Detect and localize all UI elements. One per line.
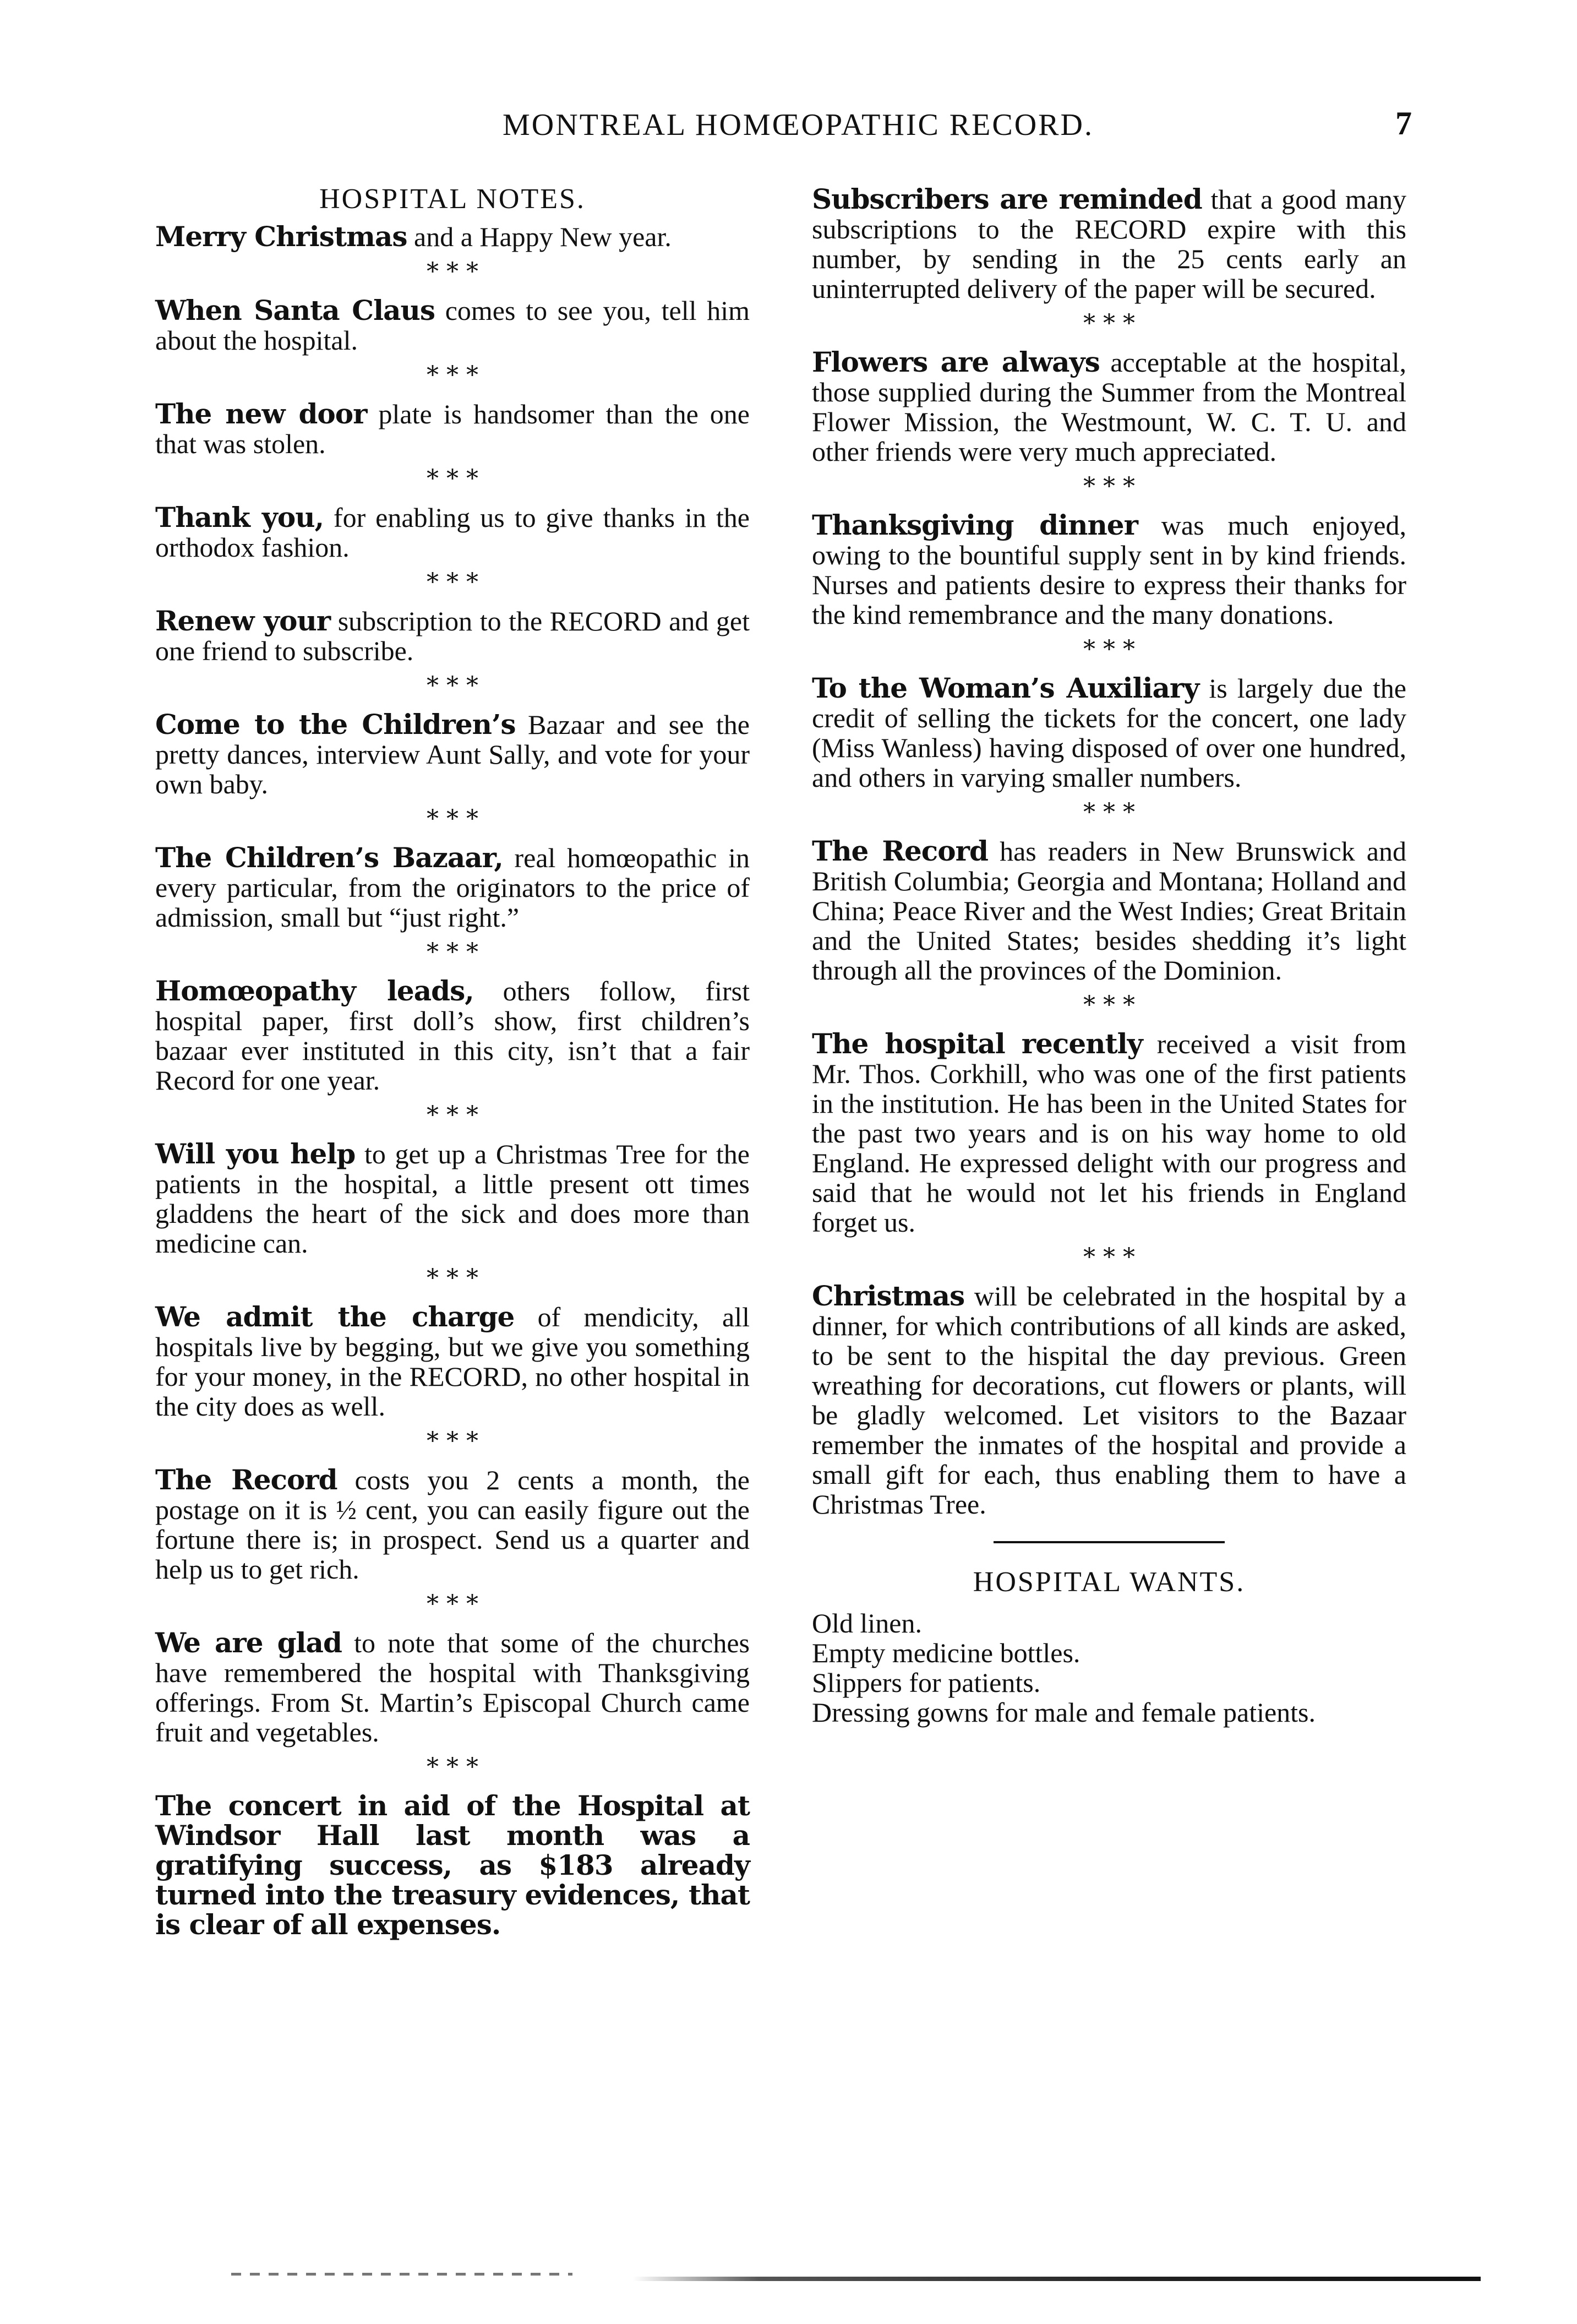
note-lead: The Record (155, 1463, 337, 1496)
note-body: for enabling us to give thanks in the orthodox fashion. (155, 502, 750, 563)
note-lead: Thanksgiving dinner (812, 509, 1138, 541)
note-body: to get up a Christmas Tree for the patients in the hospital, a little present ott times gladdens the heart of the sick and does more than medicine can. (155, 1139, 750, 1259)
note-lead: The concert in aid (155, 1789, 450, 1822)
note-christmas-dinner (812, 1281, 1406, 1519)
note-lead: Homœopathy leads, (155, 975, 474, 1007)
note-lead: The new door (155, 398, 367, 430)
bottom-smudge (231, 2273, 572, 2276)
asterism-divider: * * * (427, 1264, 478, 1292)
note-body: of the Hospital at Windsor Hall last month was a gratifying success, as $183 already turned into the treasury evidences, that is clear of all expenses. (155, 1789, 750, 1941)
note-lead: Will you help (155, 1137, 356, 1170)
note-merry-christmas (155, 222, 750, 252)
hospital-wants-list (812, 1608, 1406, 1727)
note-lead: The Children’s Bazaar, (155, 841, 503, 874)
note-lead: Thank you, (155, 501, 324, 534)
note-lead: We are glad (155, 1626, 342, 1659)
note-subscribers (812, 184, 1406, 303)
note-renew (155, 606, 750, 666)
note-body: comes to see you, tell him about the hospital. (155, 295, 750, 356)
note-body: has readers in New Brunswick and British Columbia; Georgia and Montana; Holland and China; Peace River and the West Indies; Great Britain and the United States; besides shedding it’s light through all the provinces of the Dominion. (812, 836, 1406, 986)
page-number: 7 (1395, 105, 1412, 141)
note-lead: Renew your (155, 605, 331, 637)
note-body: costs you 2 cents a month, the postage on it is ½ cent, you can easily figure out the fortune there is; in prospect. Send us a quarter and help us to get rich. (155, 1465, 750, 1585)
note-lead: When Santa Claus (155, 294, 435, 326)
section-rule (994, 1541, 1225, 1543)
asterism-divider: * * * (427, 1101, 478, 1129)
note-body: acceptable at the hospital, those supplied during the Summer from the Montreal Flower Mission, the Westmount, W. C. T. U. and other friends were very much appreciated. (812, 347, 1406, 467)
note-lead: Flowers are always (812, 346, 1100, 378)
note-thanksgiving-dinner (812, 510, 1406, 629)
note-homoeopathy-leads (155, 976, 750, 1095)
asterism-divider: * * * (427, 568, 478, 596)
note-lead: The hospital recently (812, 1027, 1143, 1060)
note-record-readers (812, 836, 1406, 985)
wants-item: Dressing gowns for male and female patients. (812, 1697, 1316, 1728)
asterism-divider: * * * (1083, 1243, 1135, 1271)
note-thank-you (155, 503, 750, 562)
note-womans-auxiliary (812, 673, 1406, 792)
note-lead: Merry Christmas (155, 220, 407, 253)
note-body: that a good many subscriptions to the RECORD expire with this number, by sending in the 25 cents early an uninterrupted delivery of the paper will be secured. (812, 184, 1406, 304)
right-column (812, 184, 1406, 1727)
note-record-costs (155, 1465, 750, 1584)
note-we-are-glad (155, 1628, 750, 1747)
note-body: received a visit from Mr. Thos. Corkhill, who was one of the first patients in the institution. He has been in the United States for the past two years and is on his way home to old England. He expressed delight with our progress and said that he would not let his friends in England forget us. (812, 1028, 1406, 1238)
asterism-divider: * * * (427, 258, 478, 286)
note-lead: Come to the Children’s (155, 708, 516, 741)
asterism-divider: * * * (427, 1590, 478, 1618)
note-body: is largely due the credit of selling the tickets for the concert, one lady (Miss Wanless) having disposed of over one hundred, and others in varying smaller numbers. (812, 673, 1406, 793)
note-body: real homœopathic in every particular, from the originators to the price of admission, small but “just right.” (155, 842, 750, 933)
note-body: Bazaar and see the pretty dances, interview Aunt Sally, and vote for your own baby. (155, 709, 750, 799)
note-body: plate is handsomer than the one that was stolen. (155, 399, 750, 459)
hospital-wants-heading: HOSPITAL WANTS. (973, 1566, 1246, 1598)
note-lead: We admit the charge (155, 1300, 515, 1333)
asterism-divider: * * * (1083, 798, 1135, 826)
asterism-divider: * * * (427, 1753, 478, 1781)
wants-item: Empty medicine bottles. (812, 1637, 1081, 1668)
note-lead: Christmas (812, 1280, 965, 1312)
asterism-divider: * * * (1083, 635, 1135, 663)
note-santa-claus (155, 296, 750, 355)
bottom-rule (633, 2277, 1481, 2281)
asterism-divider: * * * (1083, 991, 1135, 1019)
note-flowers (812, 347, 1406, 466)
running-head: MONTREAL HOMŒOPATHIC RECORD. (503, 108, 1094, 142)
left-column (155, 184, 750, 1940)
note-childrens-bazaar-come (155, 710, 750, 799)
note-new-door (155, 399, 750, 459)
note-lead: The Record (812, 835, 988, 867)
asterism-divider: * * * (427, 1427, 478, 1455)
note-mendicity (155, 1302, 750, 1421)
note-christmas-tree (155, 1139, 750, 1258)
asterism-divider: * * * (1083, 472, 1135, 500)
note-body: and a Happy New year. (407, 221, 672, 252)
asterism-divider: * * * (427, 361, 478, 389)
note-body: of mendicity, all hospitals live by begging, but we give you something for your money, in the RECORD, no other hospital in the city does as well. (155, 1302, 750, 1422)
note-lead: Subscribers are reminded (812, 183, 1202, 215)
note-hospital-visit (812, 1029, 1406, 1237)
asterism-divider: * * * (1083, 309, 1135, 338)
note-lead: To the Woman’s Auxiliary (812, 672, 1199, 704)
asterism-divider: * * * (427, 465, 478, 493)
note-body: to note that some of the churches have remembered the hospital with Thanksgiving offerings. From St. Martin’s Episcopal Church came fruit and vegetables. (155, 1628, 750, 1748)
wants-item: Old linen. (812, 1608, 922, 1639)
note-body: was much enjoyed, owing to the bountiful supply sent in by kind friends. Nurses and patients desire to express their thanks for the kind remembrance and the many donations. (812, 510, 1406, 630)
note-body: others follow, first hospital paper, first doll’s show, first children’s bazaar ever instituted in this city, isn’t that a fair Record for one year. (155, 976, 750, 1096)
note-body: will be celebrated in the hospital by a dinner, for which contributions of all kinds are asked, to be sent to the hispital the day previous. Green wreathing for decorations, cut flowers or plants, will be gladly welcomed. Let visitors to the Bazaar remember the inmates of the hospital and provide a small gift for each, thus enabling them to have a Christmas Tree. (812, 1281, 1406, 1520)
hospital-notes-heading: HOSPITAL NOTES. (319, 183, 586, 215)
asterism-divider: * * * (427, 672, 478, 700)
note-childrens-bazaar-real (155, 843, 750, 932)
asterism-divider: * * * (427, 938, 478, 966)
note-concert (155, 1791, 750, 1940)
wants-item: Slippers for patients. (812, 1667, 1041, 1698)
asterism-divider: * * * (427, 805, 478, 833)
note-body: subscription to the RECORD and get one friend to subscribe. (155, 606, 750, 666)
